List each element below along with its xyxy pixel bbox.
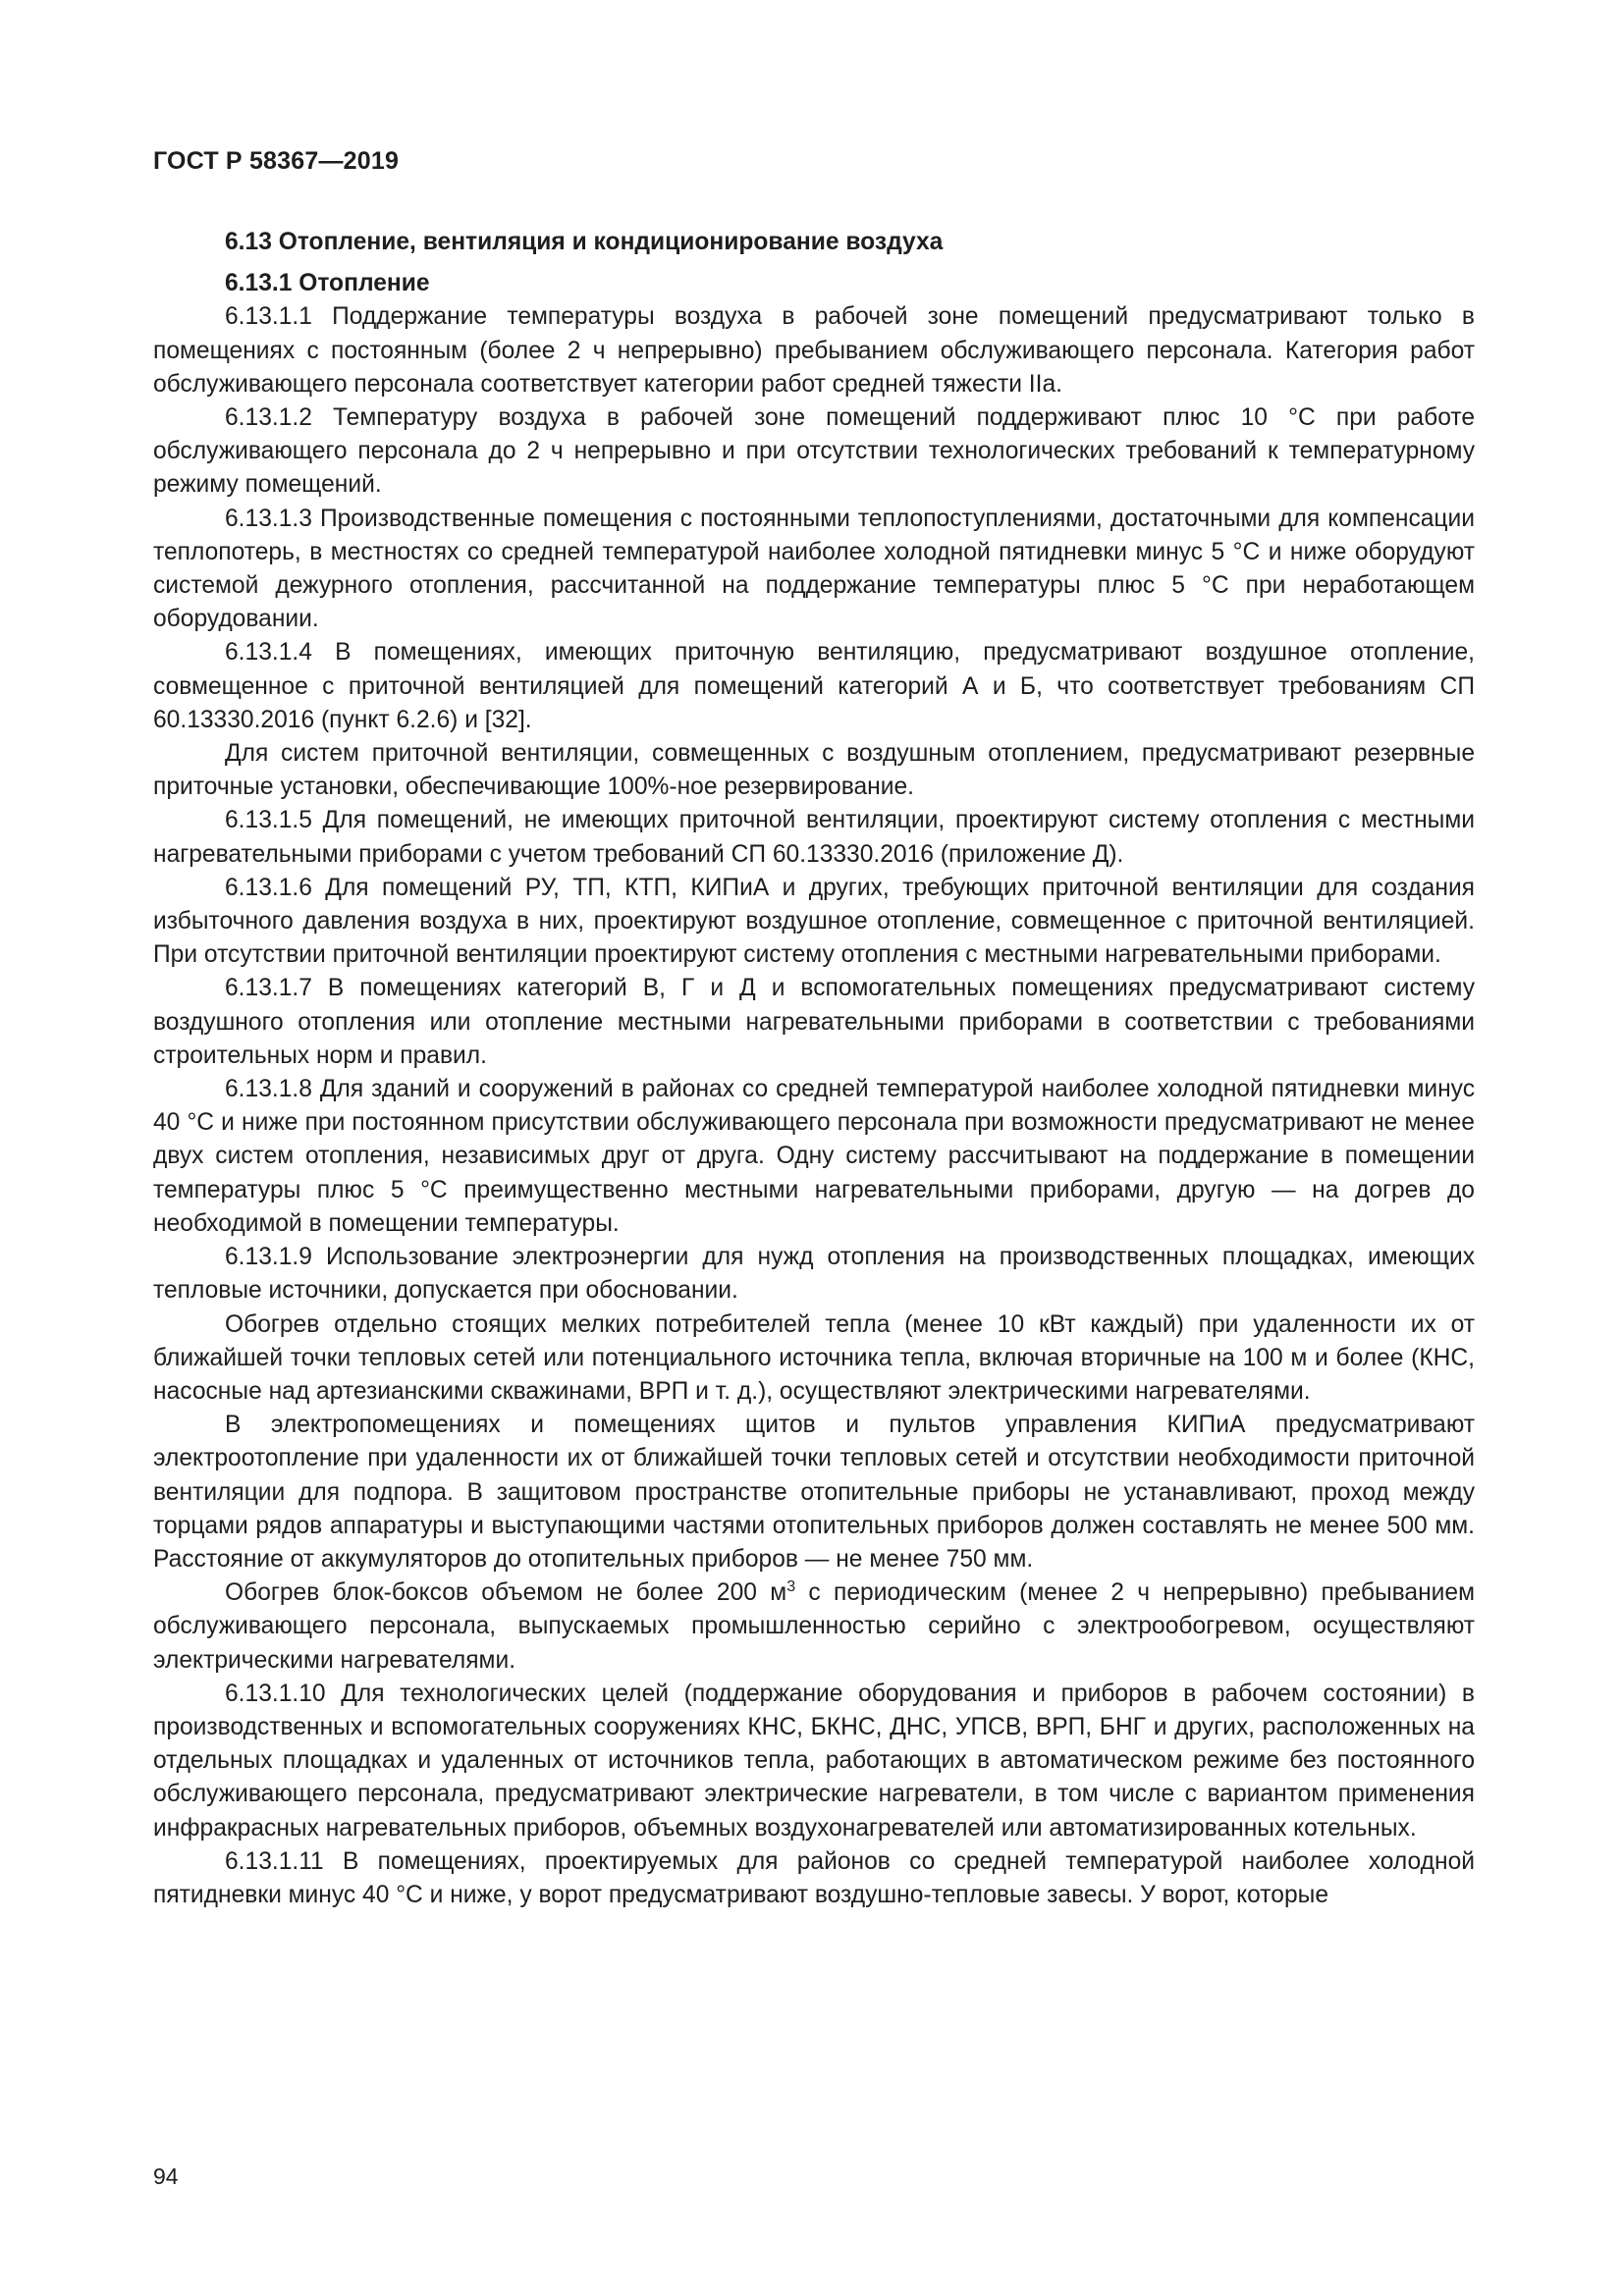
page-number: 94 [153,2163,179,2189]
paragraph: 6.13.1.3 Производственные помещения с постоянными теплопоступлениями, достаточными для компенсации теплопотерь, в местностях со средней температурой наиболее холодной пятидневки минус 5 °С и ниже оборудуют системой дежурного отопления, рассчитанной на поддержание температуры плюс 5 °С при неработающем оборудовании. [153,505,1475,633]
paragraph-blockbox [153,1576,1475,1678]
paragraph: 6.13.1.2 Температуру воздуха в рабочей зоне помещений поддерживают плюс 10 °С при работе обслуживающего персонала до 2 ч непрерывно и при отсутствии технологических требований к температурному режиму помещений. [153,404,1475,499]
superscript: 3 [786,1577,796,1595]
paragraph: 6.13.1.7 В помещениях категорий В, Г и Д и вспомогательных помещениях предусматривают систему воздушного отопления или отопление местными нагревательными приборами в соответствии с требованиями строительных норм и правил. [153,975,1475,1069]
paragraph: 6.13.1.9 Использование электроэнергии для нужд отопления на производственных площадках, имеющих тепловые источники, допускается при обосновании. [153,1244,1475,1305]
paragraph-text: Обогрев блок-боксов объемом не более 200 м [225,1579,787,1607]
subsection-title: 6.13.1 Отопление [225,270,430,297]
paragraph: 6.13.1.10 Для технологических целей (поддержание оборудования и приборов в рабочем состоянии) в производственных и вспомогательных сооружениях КНС, БКНС, ДНС, УПСВ, ВРП, БНГ и других, расположенных на отдельных площадках и удаленных от источников тепла, работающих в автоматическом режиме без постоянного обслуживающего персонала, предусматривают электрические нагреватели, в том числе с вариантом применения инфракрасных нагревательных приборов, объемных воздухонагревателей или автоматизированных котельных. [153,1680,1475,1842]
paragraph-text: с периодическим (менее 2 ч непрерывно) пребыванием обслуживающего персонала, выпускаемых промышленностью серийно с электрообогревом, осуществляют электрическими нагревателями. [153,1579,1475,1674]
paragraph: 6.13.1.1 Поддержание температуры воздуха в рабочей зоне помещений предусматривают только в помещениях с постоянным (более 2 ч непрерывно) пребыванием обслуживающего персонала. Категория работ обслуживающего персонала соответствует категории работ средней тяжести IIa. [153,303,1475,398]
document-header: ГОСТ Р 58367—2019 [153,147,400,175]
paragraph: 6.13.1.8 Для зданий и сооружений в районах со средней температурой наиболее холодной пятидневки минус 40 °С и ниже при постоянном присутствии обслуживающего персонала при возможности предусматривают не менее двух систем отопления, независимых друг от друга. Одну систему рассчитывают на поддержание в помещении температуры плюс 5 °С преимущественно местными нагревательными приборами, другую — на догрев до необходимой в помещении температуры. [153,1076,1475,1237]
paragraph: Для систем приточной вентиляции, совмещенных с воздушным отоплением, предусматривают резервные приточные установки, обеспечивающие 100%-ное резервирование. [153,740,1475,801]
paragraph: В электропомещениях и помещениях щитов и пультов управления КИПиА предусматривают электроотопление при удаленности их от ближайшей точки тепловых сетей и отсутствии необходимости приточной вентиляции для подпора. В защитовом пространстве отопительные приборы не устанавливают, проход между торцами рядов аппаратуры и выступающими частями отопительных приборов должен составлять не менее 500 мм. Расстояние от аккумуляторов до отопительных приборов — не менее 750 мм. [153,1412,1475,1573]
paragraph: 6.13.1.4 В помещениях, имеющих приточную вентиляцию, предусматривают воздушное отопление, совмещенное с приточной вентиляцией для помещений категорий А и Б, что соответствует требованиям СП 60.13330.2016 (пункт 6.2.6) и [32]. [153,639,1475,733]
paragraph: 6.13.1.6 Для помещений РУ, ТП, КТП, КИПиА и других, требующих приточной вентиляции для создания избыточного давления воздуха в них, проектируют воздушное отопление, совмещенное с приточной вентиляцией. При отсутствии приточной вентиляции проектируют систему отопления с местными нагревательными приборами. [153,874,1475,969]
paragraph: Обогрев отдельно стоящих мелких потребителей тепла (менее 10 кВт каждый) при удаленности их от ближайшей точки тепловых сетей или потенциального источника тепла, включая вторичные на 100 м и более (КНС, насосные над артезианскими скважинами, ВРП и т. д.), осуществляют электрическими нагревателями. [153,1310,1475,1405]
document-body [153,226,1475,1912]
paragraph: 6.13.1.5 Для помещений, не имеющих приточной вентиляции, проектируют систему отопления с местными нагревательными приборами с учетом требований СП 60.13330.2016 (приложение Д). [153,807,1475,868]
section-title: 6.13 Отопление, вентиляция и кондиционирование воздуха [225,229,944,255]
paragraph: 6.13.1.11 В помещениях, проектируемых для районов со средней температурой наиболее холодной пятидневки минус 40 °С и ниже, у ворот предусматривают воздушно-тепловые завесы. У ворот, которые [153,1847,1475,1908]
